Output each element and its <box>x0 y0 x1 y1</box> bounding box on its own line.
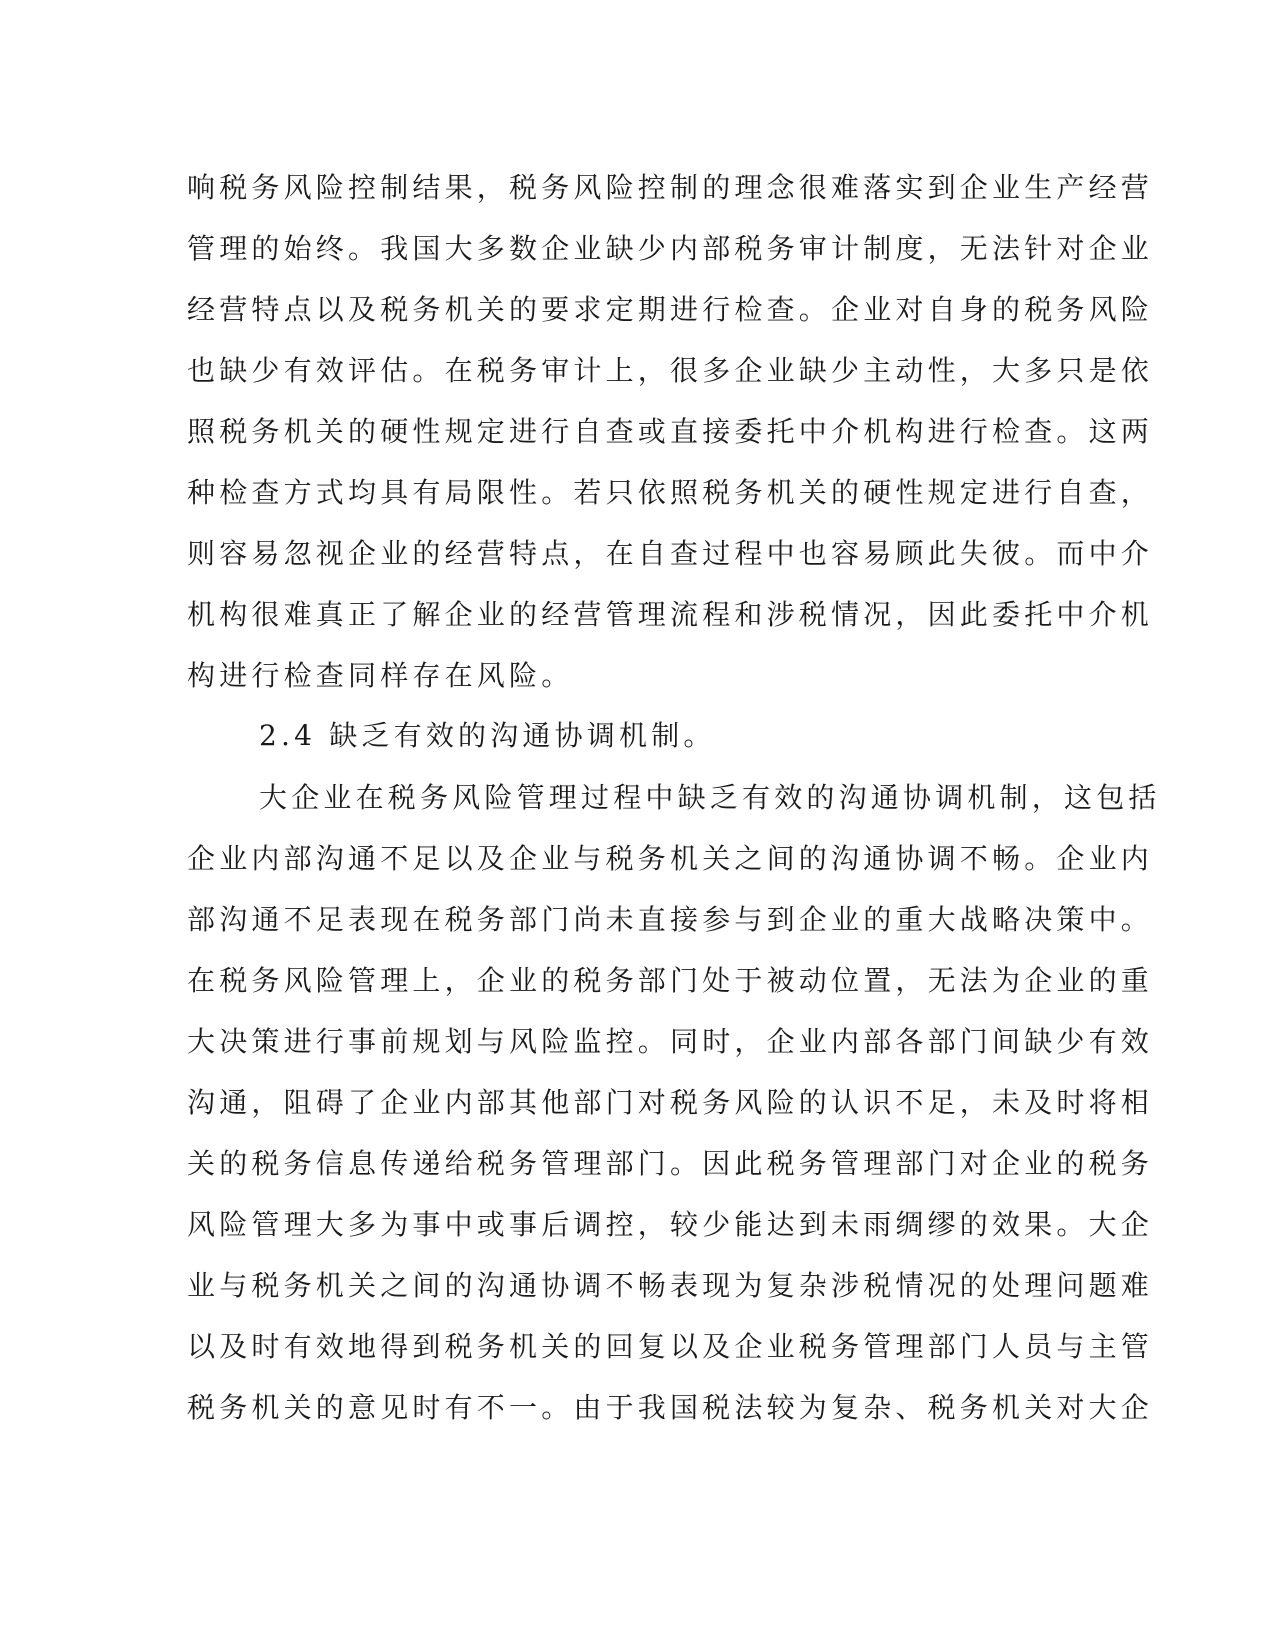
text-line: 部沟通不足表现在税务部门尚未直接参与到企业的重大战略决策中。 <box>187 903 1154 936</box>
text-line: 管理的始终。我国大多数企业缺少内部税务审计制度，无法针对企业 <box>187 232 1154 265</box>
text-line: 大企业在税务风险管理过程中缺乏有效的沟通协调机制，这包括 <box>259 781 1161 814</box>
text-line: 种检查方式均具有局限性。若只依照税务机关的硬性规定进行自查， <box>187 476 1154 509</box>
text-line: 关的税务信息传递给税务管理部门。因此税务管理部门对企业的税务 <box>187 1147 1154 1180</box>
text-line: 在税务风险管理上，企业的税务部门处于被动位置，无法为企业的重 <box>187 964 1154 997</box>
text-line: 沟通，阻碍了企业内部其他部门对税务风险的认识不足，未及时将相 <box>187 1086 1154 1119</box>
text-line: 经营特点以及税务机关的要求定期进行检查。企业对自身的税务风险 <box>187 293 1154 326</box>
section-heading: 2.4 缺乏有效的沟通协调机制。 <box>259 719 716 752</box>
text-line: 大决策进行事前规划与风险监控。同时，企业内部各部门间缺少有效 <box>187 1025 1154 1058</box>
paragraph <box>187 767 1161 1438</box>
text-line: 也缺少有效评估。在税务审计上，很多企业缺少主动性，大多只是依 <box>187 354 1154 387</box>
text-line: 以及时有效地得到税务机关的回复以及企业税务管理部门人员与主管 <box>187 1330 1154 1363</box>
text-line: 则容易忽视企业的经营特点，在自查过程中也容易顾此失彼。而中介 <box>187 537 1154 570</box>
section-heading-block <box>187 705 1057 766</box>
text-line: 机构很难真正了解企业的经营管理流程和涉税情况，因此委托中介机 <box>187 598 1154 631</box>
text-line: 业与税务机关之间的沟通协调不畅表现为复杂涉税情况的处理问题难 <box>187 1269 1154 1302</box>
text-line: 风险管理大多为事中或事后调控，较少能达到未雨绸缪的效果。大企 <box>187 1208 1154 1241</box>
text-line: 照税务机关的硬性规定进行自查或直接委托中介机构进行检查。这两 <box>187 415 1154 448</box>
text-line: 企业内部沟通不足以及企业与税务机关之间的沟通协调不畅。企业内 <box>187 842 1154 875</box>
text-line: 构进行检查同样存在风险。 <box>187 659 574 692</box>
paragraph-continued <box>187 157 1154 706</box>
text-line: 税务机关的意见时有不一。由于我国税法较为复杂、税务机关对大企 <box>187 1391 1154 1424</box>
text-line: 响税务风险控制结果，税务风险控制的理念很难落实到企业生产经营 <box>187 171 1154 204</box>
